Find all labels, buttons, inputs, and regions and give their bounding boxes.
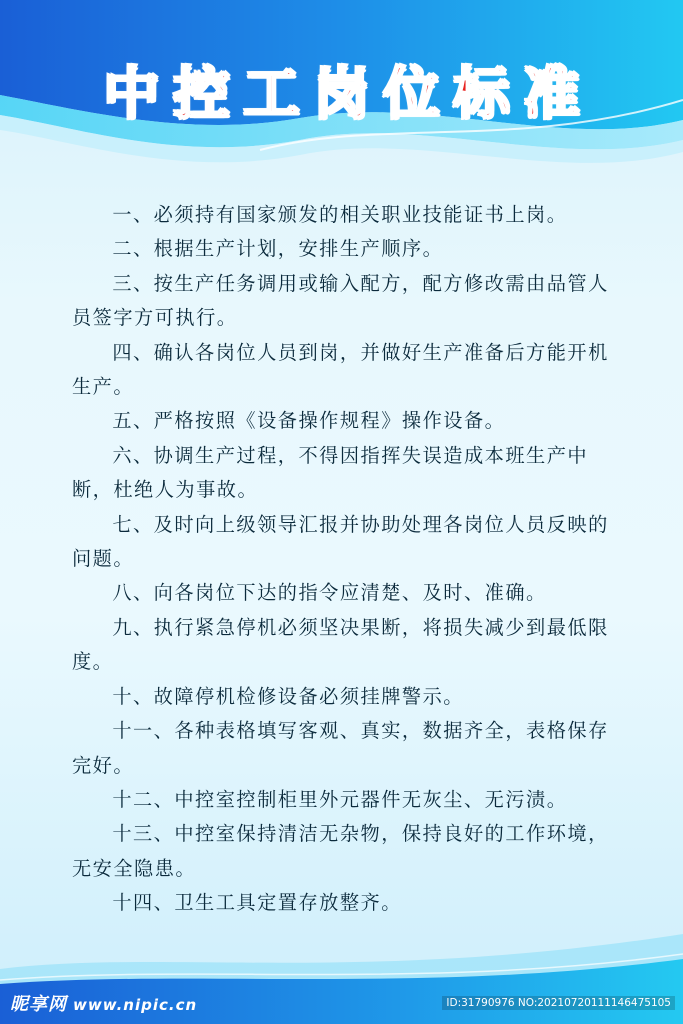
rules-list	[72, 198, 620, 921]
rule-item-11: 十一、各种表格填写客观、真实，数据齐全，表格保存完好。	[72, 719, 609, 777]
rule-item-1: 一、必须持有国家颁发的相关职业技能证书上岗。	[112, 203, 568, 226]
poster-title: 中控工岗位标准	[103, 62, 594, 127]
rule-item-12: 十二、中控室控制柜里外元器件无灰尘、无污渍。	[112, 787, 568, 811]
rule-item-7: 七、及时向上级领导汇报并协助处理各岗位人员反映的问题。	[72, 512, 609, 571]
rule-item-14: 十四、卫生工具定置存放整齐。	[112, 891, 402, 915]
rule-item-10: 十、故障停机检修设备必须挂牌警示。	[112, 684, 464, 708]
rule-item-8: 八、向各岗位下达的指令应清楚、及时、准确。	[112, 581, 547, 605]
watermark-logo	[10, 990, 197, 1016]
watermark-id: ID:31790976 NO:20210720111146475105	[442, 996, 675, 1010]
rule-item-4: 四、确认各岗位人员到岗，并做好生产准备后方能开机生产。	[72, 340, 609, 399]
rule-item-6: 六、协调生产过程，不得因指挥失误造成本班生产中断，杜绝人为事故。	[72, 443, 589, 502]
rule-item-9: 九、执行紧急停机必须坚决果断，将损失减少到最低限度。	[72, 615, 609, 674]
watermark-logo-text: 昵享网	[10, 994, 67, 1015]
watermark-url: www.nipic.cn	[73, 996, 198, 1014]
rule-item-3: 三、按生产任务调用或输入配方，配方修改需由品管人员签字方可执行。	[72, 271, 609, 330]
rule-item-13: 十三、中控室保持清洁无杂物，保持良好的工作环境，无安全隐患。	[72, 822, 609, 880]
rule-item-2: 二、根据生产计划，安排生产顺序。	[112, 237, 444, 261]
rule-item-5: 五、严格按照《设备操作规程》操作设备。	[112, 409, 506, 433]
